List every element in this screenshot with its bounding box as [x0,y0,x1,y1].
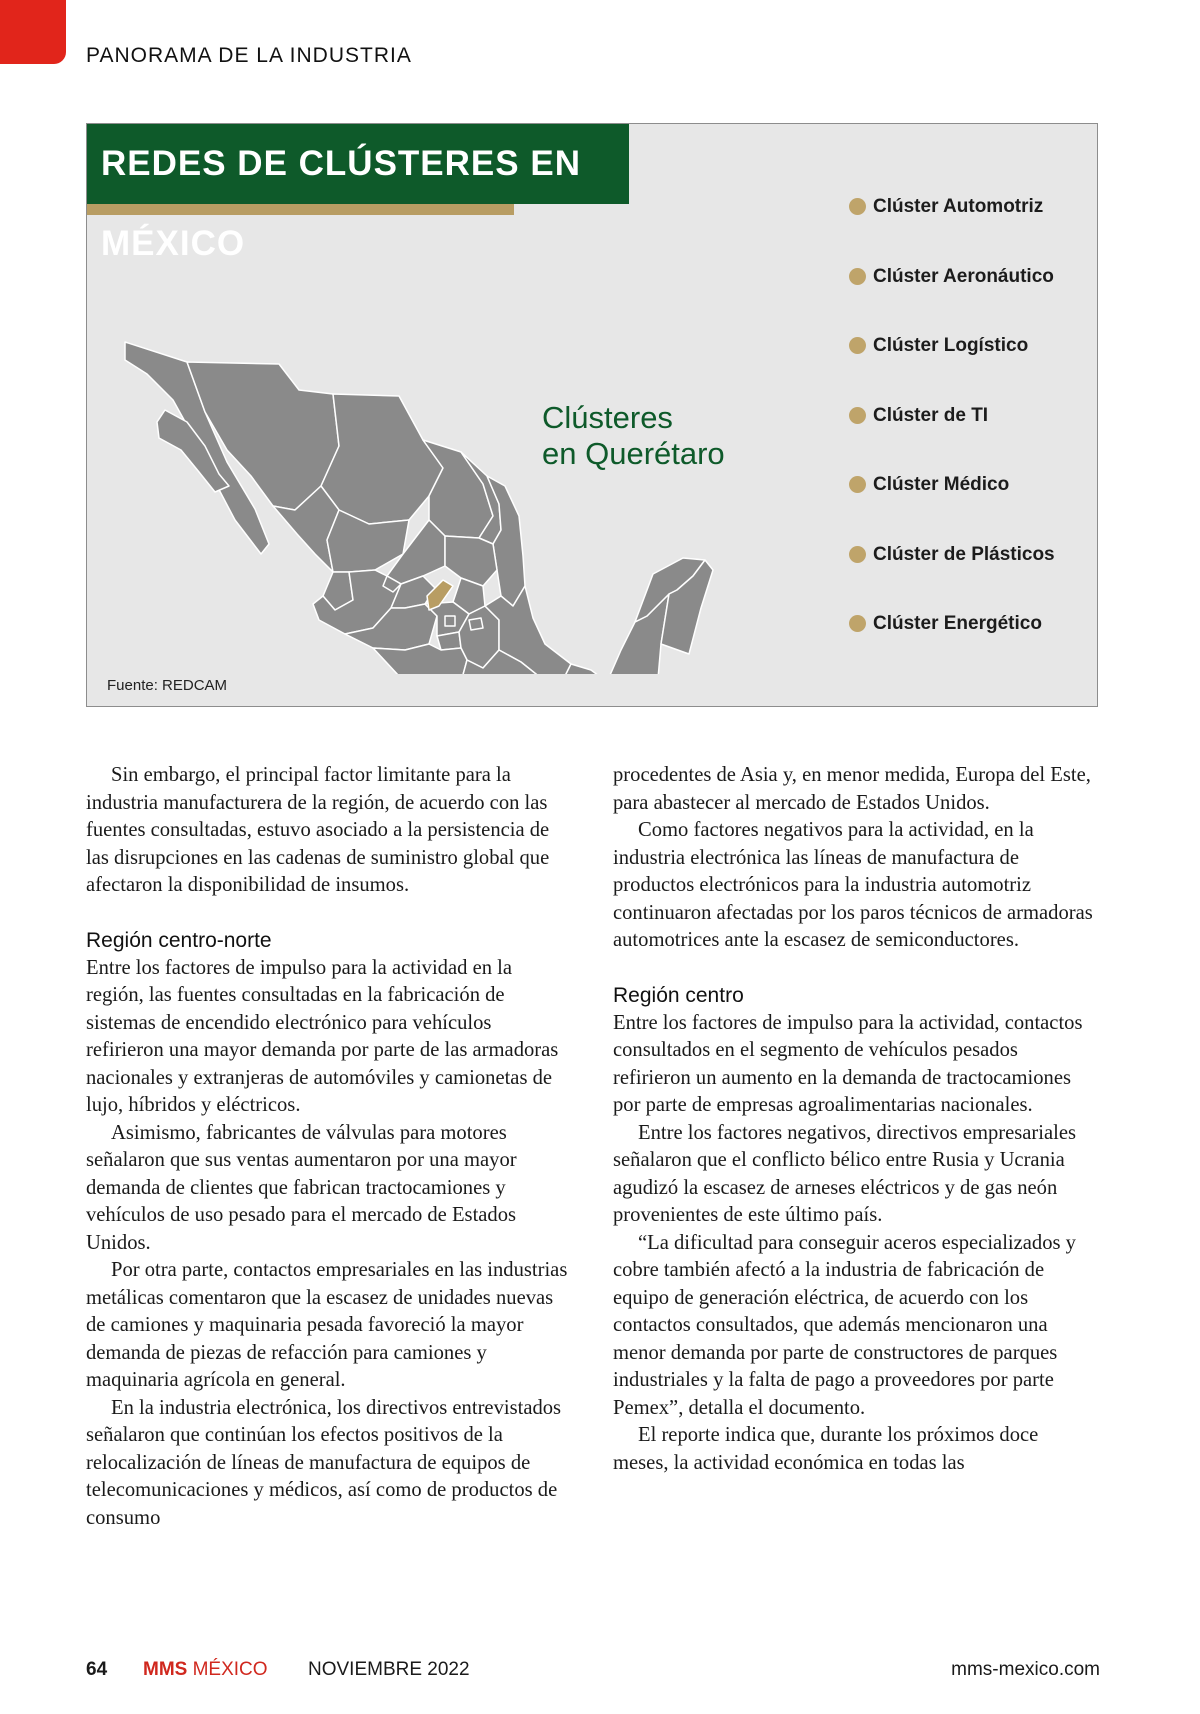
page-footer [86,1655,1100,1685]
article-column-left [86,762,568,1532]
paragraph: Como factores negativos para la actividad, en la industria electrónica las líneas de manufactura de productos electrónicos para la industria automotriz continuaron afectadas por los paros técnicos de armadoras automotrices ante la escasez de semiconductores. [613,819,1093,951]
legend-item: Clúster Aeronáutico [849,266,1055,336]
subheading: Región centro-norte [86,928,272,952]
page-number: 64 [86,1659,108,1680]
paragraph: En la industria electrónica, los directivos entrevistados señalaron que continúan los efectos positivos de la relocalización de líneas de manufactura de equipos de telecomunicaciones y médicos, así como de productos de consumo [86,1396,562,1529]
figure-source: Fuente: REDCAM [107,677,228,694]
figure-title: REDES DE CLÚSTERES EN MÉXICO [87,124,629,204]
clusters-figure [86,123,1098,707]
corner-tab [0,0,66,64]
article-column-right [613,762,1095,1477]
map-campeche [607,594,669,674]
legend-item: Clúster Logístico [849,335,1055,405]
paragraph: Entre los factores negativos, directivos empresariales señalaron que el conflicto bélico entre Rusia y Ucrania agudizó la escasez de arneses eléctricos y de gas neón provenientes de este último país. [613,1121,1077,1226]
legend-item: Clúster de Plásticos [849,544,1055,614]
legend-dot [849,337,866,354]
map-tabasco [563,664,607,674]
figure-title-underline [87,204,514,215]
map-morelos [437,632,461,650]
map-legend [849,196,1055,683]
legend-item: Clúster de TI [849,405,1055,475]
legend-item: Clúster Médico [849,474,1055,544]
paragraph: procedentes de Asia y, en menor medida, Europa del Este, para abastecer al mercado de Estados Unidos. [613,764,1091,814]
website-link[interactable]: mms-mexico.com [951,1659,1100,1680]
issue-date: NOVIEMBRE 2022 [308,1659,470,1680]
map-guerrero [373,644,467,674]
legend-item: Clúster Energético [849,613,1055,683]
subheading: Región centro [613,983,744,1007]
magazine-brand: MMS MÉXICO [143,1659,268,1680]
paragraph: Por otra parte, contactos empresariales en las industrias metálicas comentaron que la escasez de unidades nuevas de camiones y maquinaria pesada favoreció la mayor demanda de piezas de refacción para camiones y maquinaria agrícola en general. [86,1259,568,1391]
legend-dot [849,198,866,215]
paragraph: “La dificultad para conseguir aceros especializados y cobre también afectó a la industria de fabricación de equipo de generación eléctrica, de acuerdo con los contactos consultados, que además mencionaron una menor demanda por parte de constructores de parques industriales y la falta de pago a proveedores por parte Pemex”, detalla el documento. [613,1231,1076,1419]
queretaro-label: Clústeres en Querétaro [542,400,725,471]
paragraph: Sin embargo, el principal factor limitante para la industria manufacturera de la región, de acuerdo con las fuentes consultadas, estuvo asociado a la persistencia de las disrupciones en las cadenas de suministro global que afectaron la disponibilidad de insumos. [86,764,550,896]
paragraph: Entre los factores de impulso para la actividad, contactos consultados en el segmento de vehículos pesados refirieron un aumento en la demanda de tractocamiones por parte de empresas agroalimentarias nacionales. [613,1011,1083,1116]
legend-dot [849,476,866,493]
legend-dot [849,546,866,563]
legend-dot [849,268,866,285]
paragraph: El reporte indica que, durante los próximos doce meses, la actividad económica en todas las [613,1424,1039,1474]
paragraph: Asimismo, fabricantes de válvulas para motores señalaron que sus ventas aumentaron por una mayor demanda de clientes que fabrican tractocamiones y vehículos de uso pesado para el mercado de Estados Unidos. [86,1121,517,1254]
map-chihuahua [321,394,443,524]
legend-dot [849,615,866,632]
map-san-luis-potosi [445,536,497,586]
map-coahuila [423,440,493,538]
map-cdmx [445,616,455,626]
paragraph: Entre los factores de impulso para la actividad en la región, las fuentes consultadas en la fabricación de sistemas de encendido electrónico para vehículos refirieron una mayor demanda por parte de las armadoras nacionales y extranjeras de automóviles y camionetas de lujo, híbridos y eléctricos. [86,956,559,1116]
section-label: PANORAMA DE LA INDUSTRIA [86,44,412,67]
map-tlaxcala [469,618,483,630]
legend-dot [849,407,866,424]
legend-item: Clúster Automotriz [849,196,1055,266]
